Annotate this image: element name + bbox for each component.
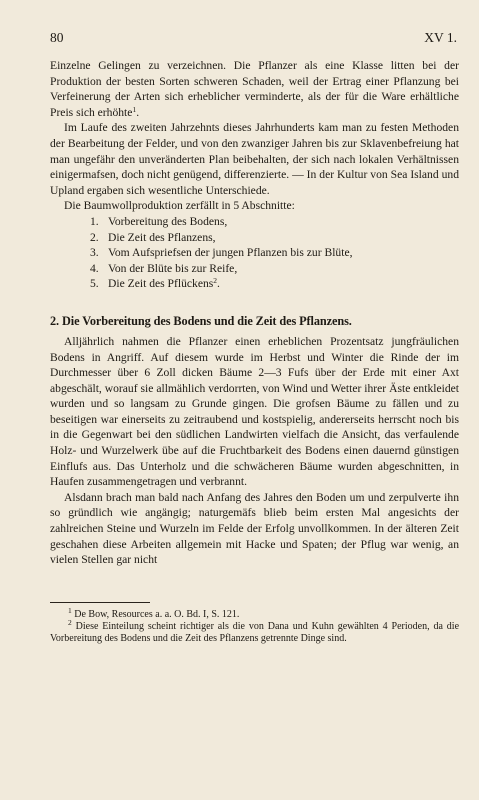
- production-stages-list: [50, 214, 459, 292]
- footnote-marker-2[interactable]: 2: [213, 276, 218, 286]
- list-item: 5. Die Zeit des Pflückens$^2$.: [90, 276, 220, 291]
- volume-reference: XV 1.: [424, 30, 457, 45]
- paragraph-2: Im Laufe des zweiten Jahrzehnts dieses Jahrhunderts kam man zu festen Methoden der Bearbeitung der Felder, und von den zwanziger Jahren bis zur Sklavenbefreiung hat man ungefähr den unveränderten Plan beibehalten, der sich nach lokalen Verhältnissen einigermafsen, doch nicht genügend, differenzierte. — In der Kultur von Sea Island und Upland ergaben sich wesentliche Unterschiede.: [50, 121, 459, 197]
- paragraph-5: Alsdann brach man bald nach Anfang des Jahres den Boden um und zerpulverte ihn so gründlich wie angängig; naturgemäfs blieb beim ersten Mal angesichts der zahlreichen Steine und Wurzeln im Felde der Erfolg unvollkommen. In der älteren Zeit geschahen diese Arbeiten allgemein mit Hacke und Spaten; der Pflug war wenig, an vielen Stellen gar nicht: [50, 490, 459, 567]
- page-number: 80: [50, 30, 64, 45]
- list-item: 3. Vom Aufspriefsen der jungen Pflanzen bis zur Blüte,: [90, 246, 353, 260]
- footnote-marker-1[interactable]: 1: [132, 104, 137, 114]
- list-item: 2. Die Zeit des Pflanzens,: [90, 230, 216, 244]
- paragraph-4: Alljährlich nahmen die Pflanzer einen erheblichen Prozentsatz jungfräulichen Bodens in Angriff. Auf diesem wurde im Herbst und Winter die Rinde der im Durchmesser über 6 Zoll dicken Bäume 2—3 Fufs über der Erde mit einer Axt abgeschält, worauf sie allmählich verdorrten, von Wind und Wetter ihrer Äste entkleidet wurden und so langsam zu Grunde gingen. Die grofsen Bäume zu fällen und zu beseitigen war einerseits zu zeitraubend und kostspielig, andererseits herrscht noch bis in die Gegenwart bei den südlichen Landwirten vielfach die Ansicht, das verfaulende Holz- und Wurzelwerk übe auf die Fruchtbarkeit des Bodens einen dauernd günstigen Einflufs aus. Das Unterholz und die schwächeren Bäume wurden abgeschnitten, in Haufen zusammengetragen und verbrannt.: [50, 334, 459, 489]
- list-item: 1. Vorbereitung des Bodens,: [90, 214, 228, 228]
- footnote-2: $^2$ Diese Einteilung scheint richtiger als die von Dana und Kuhn gewählten 4 Perioden, da die Vorbereitung des Bodens und die Zeit des Pflanzens getrennte Dinge sind.: [50, 618, 460, 645]
- list-item: 4. Von der Blüte bis zur Reife,: [90, 261, 238, 275]
- footnote-1: $^1$ De Bow, Resources a. a. O. Bd. I, S. 121.: [68, 605, 240, 620]
- paragraph-1: Einzelne Gelingen zu verzeichnen. Die Pflanzer als eine Klasse litten bei der Produktion der besten Sorten schweren Schaden, weil der Ertrag einer Pflanzung bei Verfeinerung der Arten sich erheblicher verminderte, als der für die Ware erhältliche Preis sich erhöhte$^1$.: [50, 59, 459, 119]
- section-heading: 2. Die Vorbereitung des Bodens und die Zeit des Pflanzens.: [50, 313, 352, 328]
- footnote-divider: [50, 602, 150, 603]
- paragraph-3: Die Baumwollproduktion zerfällt in 5 Abschnitte:: [64, 199, 295, 213]
- running-head: [50, 30, 459, 46]
